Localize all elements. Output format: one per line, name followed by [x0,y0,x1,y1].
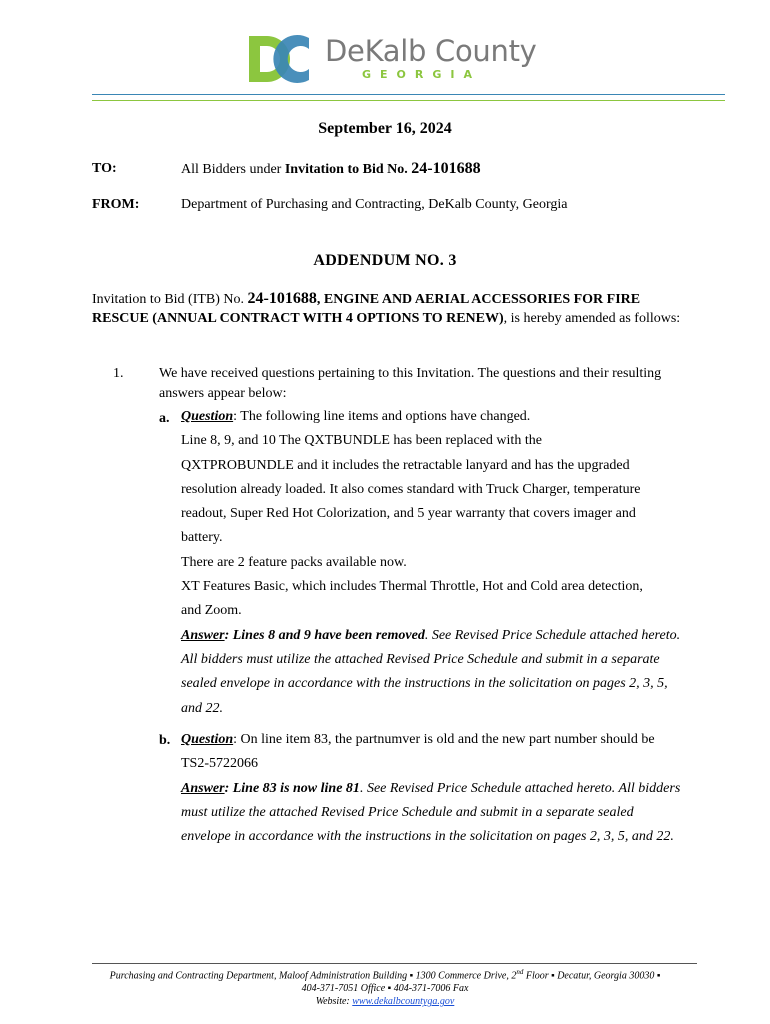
question-a-line: and Zoom. [181,603,242,619]
header-rule-green [92,100,725,101]
question-a-line: Line 8, 9, and 10 The QXTBUNDLE has been replaced with the [181,433,542,449]
question-b-text: : On line item 83, the partnumver is old and the new part number should be TS2-5722066 [181,732,655,772]
intro-prefix: Invitation to Bid (ITB) No. [92,292,248,307]
footer-address-a: Purchasing and Contracting Department, Maloof Administration Building ▪ 1300 Commerce Drive, 2 [109,970,517,982]
answer-a-label: Answer [181,627,225,643]
intro-bid-number: 24-101688 [247,290,317,307]
footer-address [0,966,770,982]
question-b [181,728,681,777]
subitem-a-letter: a. [159,411,170,426]
to-label: TO: [92,161,117,176]
logo-state-name: GEORGIA [362,68,481,81]
dc-logo-mark-icon [249,34,311,84]
item-number: 1. [113,366,124,381]
question-a-label: Question [181,409,234,424]
answer-b-bold: : Line 83 is now line 81 [224,780,360,796]
item-text: We have received questions pertaining to this Invitation. The questions and their resulting answers appear below: [159,366,662,401]
addendum-title: ADDENDUM NO. 3 [313,252,457,269]
question-a-line: readout, Super Red Hot Colorization, and 5 year warranty that covers imager and [181,506,636,522]
question-a-line: XT Features Basic, which includes Thermal Throttle, Hot and Cold area detection, [181,579,643,595]
answer-a-bold: : Lines 8 and 9 have been removed [224,627,425,643]
question-a-line: battery. [181,530,223,546]
footer-address-sup: nd [516,968,524,976]
to-bid-label: Invitation to Bid No. [284,162,412,177]
website-link[interactable]: www.dekalbcountyga.gov [352,996,455,1008]
subitem-b [181,728,681,849]
question-a-line: resolution already loaded. It also comes standard with Truck Charger, temperature [181,481,641,497]
footer-address-b: Floor ▪ Decatur, Georgia 30030 ▪ [523,970,661,982]
logo-county-name: DeKalb County [325,34,537,68]
footer-phone: 404-371-7051 Office ▪ 404-371-7006 Fax [301,983,469,995]
question-a-line: QXTPROBUNDLE and it includes the retractable lanyard and has the upgraded [181,457,630,473]
footer-website-line [0,995,770,1008]
from-label: FROM: [92,197,140,212]
intro-paragraph [92,289,682,328]
footer-rule [92,963,697,964]
header-rule-blue [92,94,725,95]
subitem-a [181,405,681,721]
to-text: All Bidders under [181,162,285,177]
footer-website-label: Website: [315,996,353,1008]
memo-date: September 16, 2024 [318,120,452,137]
intro-bid-title: , ENGINE AND AERIAL ACCESSORIES FOR FIRE RESCUE (ANNUAL CONTRACT WITH 4 OPTIONS TO RENEW) [92,292,641,326]
answer-b-text: . See Revised Price Schedule attached hereto. All bidders must utilize the attached Revised Price Schedule and submit in a separate sealed envelope in accordance with the instructions in the solicitation on pages 2, 3, 5, and 22. [181,780,681,845]
subitem-b-letter: b. [159,733,171,748]
answer-a-text: . See Revised Price Schedule attached hereto. All bidders must utilize the attached Revised Price Schedule and submit in a separate sealed envelope in accordance with the instructions in the solicitation on pages 2, 3, 5, and 22. [181,627,681,716]
question-a [181,405,681,429]
answer-b-label: Answer [181,780,225,796]
intro-suffix: , is hereby amended as follows: [503,311,681,326]
dekalb-logo [249,34,549,84]
to-value [181,160,481,178]
footer [0,966,770,1008]
question-a-text: : The following line items and options have changed. [233,409,531,424]
answer-a [181,624,681,721]
question-b-label: Question [181,732,234,747]
question-a-line: There are 2 feature packs available now. [181,554,407,570]
to-bid-number: 24-101688 [411,160,481,177]
answer-b [181,777,681,850]
from-value: Department of Purchasing and Contracting, DeKalb County, Georgia [181,197,568,212]
